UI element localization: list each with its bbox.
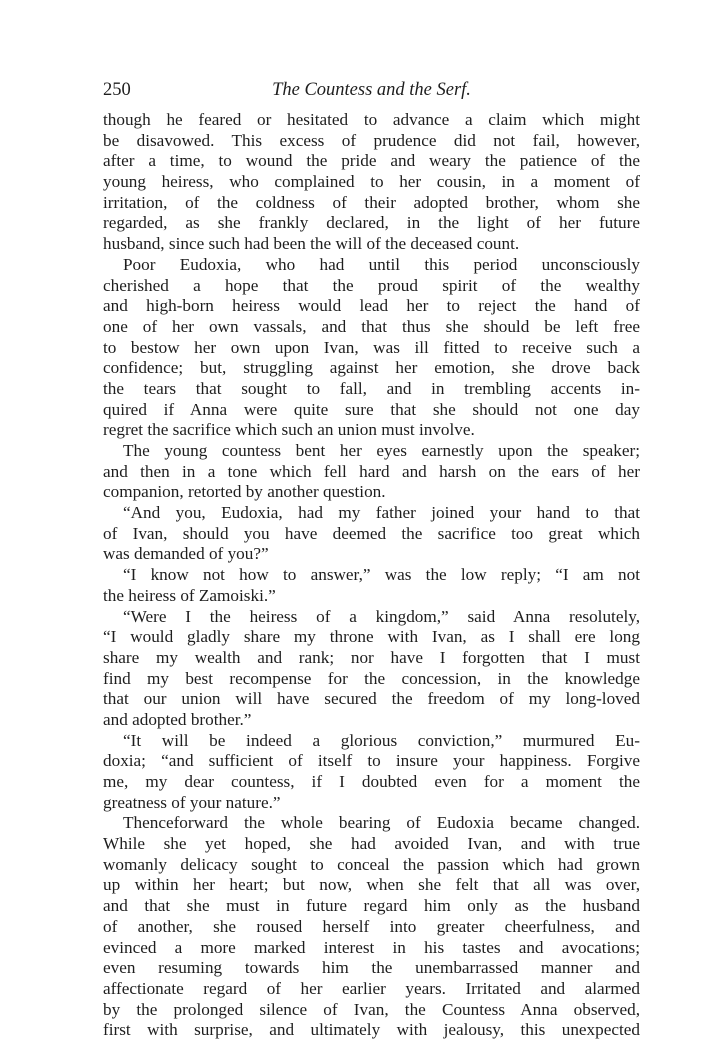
page-number: 250 (103, 80, 131, 100)
text-line: “I would gladly share my throne with Ivan, as I shall ere long (103, 627, 640, 647)
text-line: confidence; but, struggling against her emotion, she drove back (103, 358, 640, 378)
text-line: irritation, of the coldness of their adopted brother, whom she (103, 192, 640, 212)
text-line: affectionate regard of her earlier years. Irritated and alarmed (103, 978, 640, 998)
text-line: by the prolonged silence of Ivan, the Countess Anna observed, (103, 999, 640, 1019)
paragraph (103, 441, 640, 503)
text-line: cherished a hope that the proud spirit of the wealthy (103, 275, 640, 295)
text-line: young heiress, who complained to her cousin, in a moment of (103, 172, 640, 192)
text-line: evinced a more marked interest in his tastes and avocations; (103, 937, 640, 957)
text-line: The young countess bent her eyes earnestly upon the speaker; (123, 441, 640, 460)
paragraph (103, 503, 640, 565)
text-line: “I know not how to answer,” was the low reply; “I am not (123, 565, 640, 585)
book-page (103, 80, 640, 1041)
text-line: husband, since such had been the will of the deceased count. (103, 234, 520, 254)
text-line: one of her own vassals, and that thus she should be left free (103, 316, 640, 336)
text-line: “And you, Eudoxia, had my father joined your hand to that (123, 503, 640, 523)
text-line: the tears that sought to fall, and in trembling accents in- (103, 378, 640, 398)
paragraph (103, 731, 640, 814)
text-line: greatness of your nature.” (103, 792, 281, 812)
text-line: me, my dear countess, if I doubted even for a moment the (103, 772, 640, 791)
text-line: first with surprise, and ultimately with jealousy, this unexpected (103, 1020, 640, 1040)
text-line: “It will be indeed a glorious conviction,” murmured Eu- (123, 730, 640, 750)
text-line: and then in a tone which fell hard and harsh on the ears of her (103, 461, 640, 481)
text-line: regarded, as she frankly declared, in the light of her future (103, 213, 640, 233)
text-line: after a time, to wound the pride and weary the patience of the (103, 151, 640, 171)
paragraph (103, 110, 640, 255)
text-line: up within her heart; but now, when she felt that all was over, (103, 875, 640, 895)
text-line: regret the sacrifice which such an union must involve. (103, 420, 475, 440)
paragraph (103, 565, 640, 606)
text-line: Thenceforward the whole bearing of Eudoxia became changed. (123, 813, 640, 833)
text-line: quired if Anna were quite sure that she should not one day (103, 399, 640, 419)
text-line: even resuming towards him the unembarrassed manner and (103, 958, 640, 978)
paragraph (103, 255, 640, 441)
text-line: to bestow her own upon Ivan, was ill fitted to receive such a (103, 337, 640, 357)
text-line: womanly delicacy sought to conceal the passion which had grown (103, 854, 640, 874)
text-line: of Ivan, should you have deemed the sacrifice too great which (103, 523, 640, 543)
text-line: companion, retorted by another question. (103, 482, 386, 502)
text-line: While she yet hoped, she had avoided Ivan, and with true (103, 834, 640, 854)
paragraph (103, 607, 640, 731)
text-line: and high-born heiress would lead her to reject the hand of (103, 296, 640, 316)
text-line: that our union will have secured the freedom of my long-loved (103, 689, 640, 709)
text-line: share my wealth and rank; nor have I forgotten that I must (103, 647, 640, 667)
body-text (103, 110, 640, 1041)
text-line: be disavowed. This excess of prudence did not fail, however, (103, 130, 640, 150)
text-line: of another, she roused herself into greater cheerfulness, and (103, 916, 640, 936)
text-line: the heiress of Zamoiski.” (103, 585, 276, 605)
text-line: find my best recompense for the concession, in the knowledge (103, 668, 640, 688)
text-line: and that she must in future regard him only as the husband (103, 896, 640, 916)
text-line: Poor Eudoxia, who had until this period unconsciously (123, 254, 640, 274)
text-line: was demanded of you?” (103, 544, 269, 564)
paragraph (103, 813, 640, 1041)
text-line: and adopted brother.” (103, 709, 252, 729)
page-header (103, 80, 640, 110)
text-line: though he feared or hesitated to advance a claim which might (103, 110, 640, 129)
text-line: doxia; “and sufficient of itself to insure your happiness. Forgive (103, 751, 640, 771)
text-line: “Were I the heiress of a kingdom,” said Anna resolutely, (123, 606, 640, 626)
running-title: The Countess and the Serf. (272, 80, 471, 100)
